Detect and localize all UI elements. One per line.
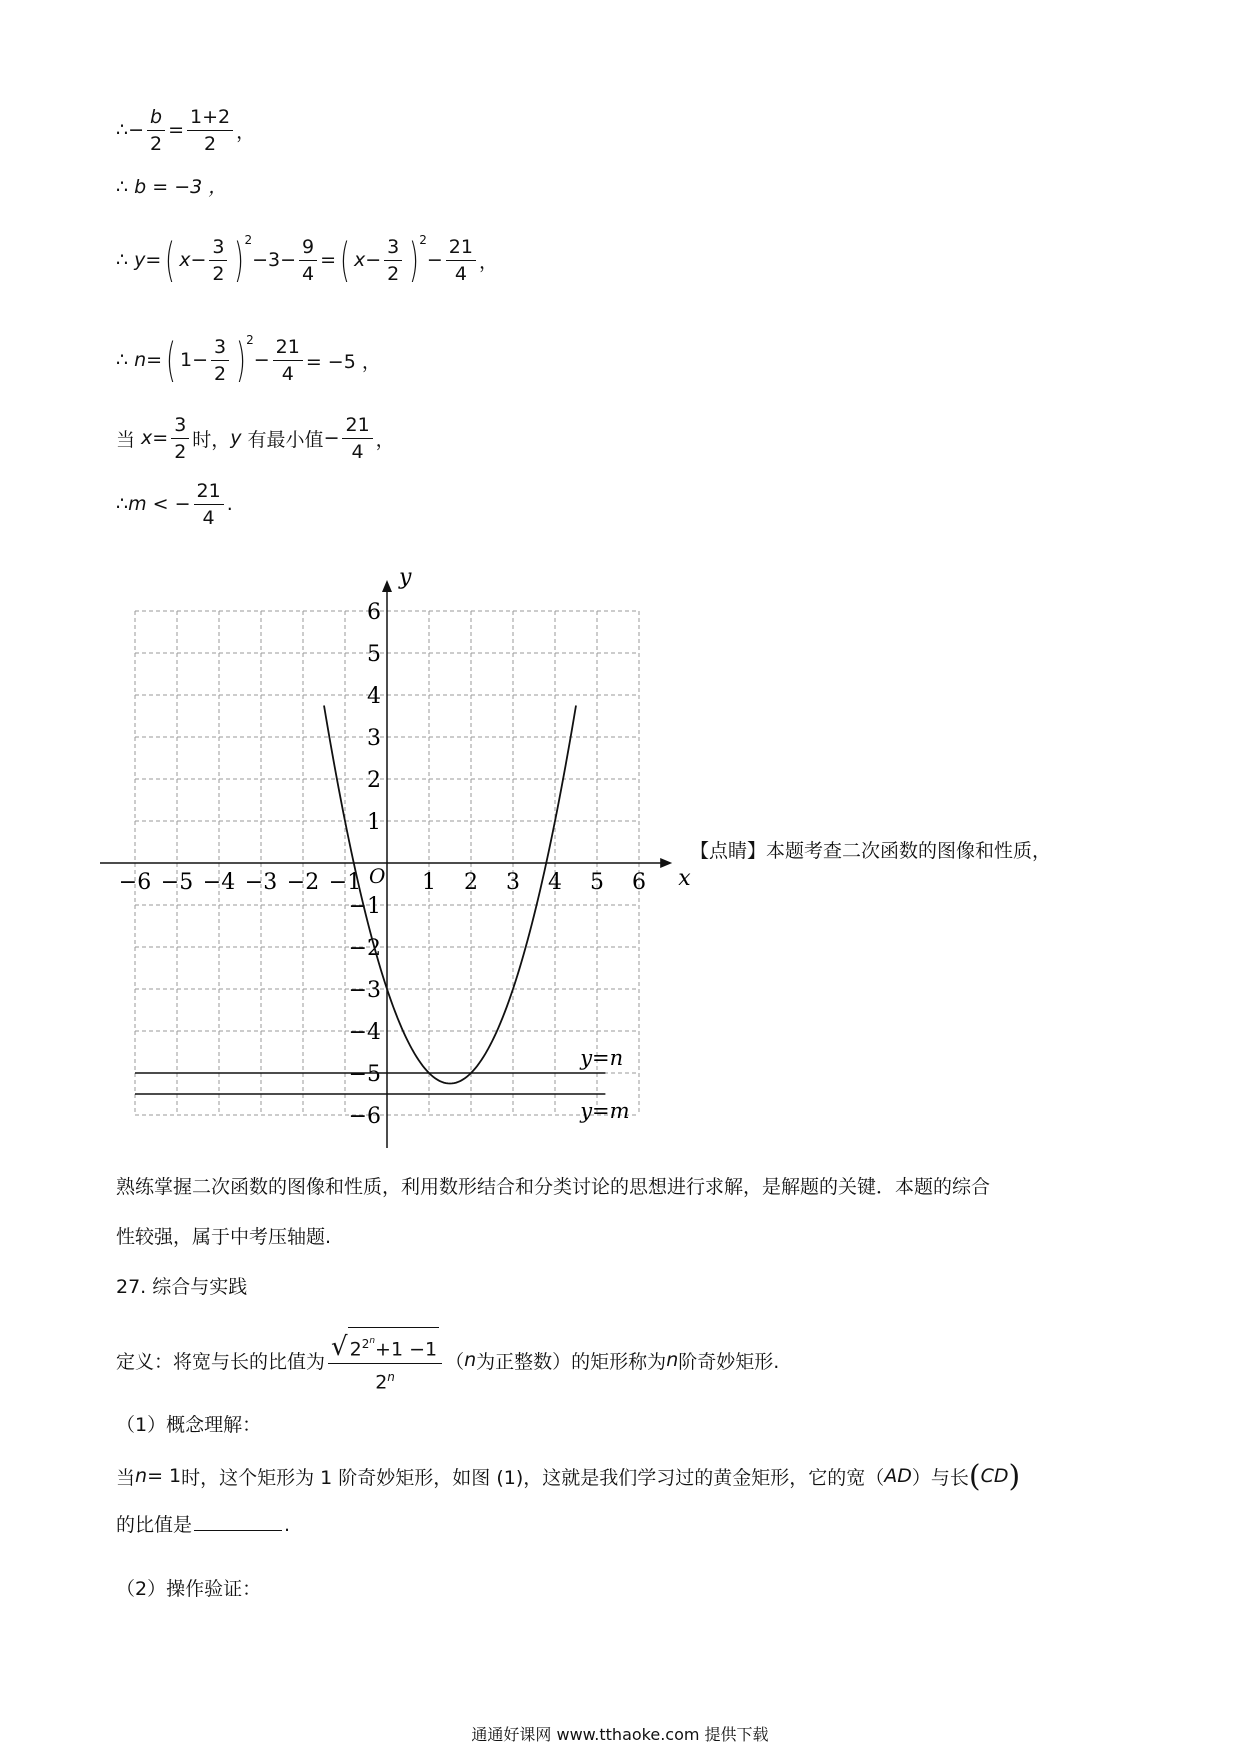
paren-open: （ xyxy=(445,1350,465,1373)
y-tick-label: 4 xyxy=(367,684,381,709)
segment-ad: AD xyxy=(884,1465,912,1487)
line-m-label: y=m xyxy=(580,1099,630,1123)
exponent: 2 xyxy=(246,333,254,347)
x-tick-label: 4 xyxy=(548,870,562,895)
denominator: 4 xyxy=(281,362,294,385)
denominator: 2 xyxy=(204,132,217,155)
x-tick-label: 1 xyxy=(422,870,436,895)
fraction-3-2 xyxy=(209,236,227,285)
equals-sign: = xyxy=(145,249,162,271)
comment-line-3 xyxy=(116,1222,331,1249)
part2-title xyxy=(116,1574,261,1601)
left-paren: ( xyxy=(968,1458,981,1494)
numerator: 3 xyxy=(211,336,229,361)
part1-title xyxy=(116,1410,261,1437)
denominator: 2 xyxy=(174,440,187,463)
y-tick-label: 5 xyxy=(367,642,381,667)
exp-n: n xyxy=(387,1369,395,1384)
fraction-3-2 xyxy=(211,336,229,385)
rest-terms: +1 −1 xyxy=(375,1338,438,1361)
exp-n: n xyxy=(369,1336,376,1347)
y-axis-label: y xyxy=(399,565,412,590)
denominator: 4 xyxy=(202,506,215,529)
denominator: 2 xyxy=(212,262,225,285)
left-paren: ( xyxy=(340,233,350,287)
answer-blank[interactable] xyxy=(194,1512,282,1531)
variable-y: y xyxy=(230,427,242,449)
therefore-symbol: ∴ xyxy=(116,493,129,515)
equals-sign: = xyxy=(152,427,169,449)
text-segment: 的比值是 xyxy=(116,1514,193,1536)
numerator: 21 xyxy=(342,414,372,439)
definition-suffix: 阶奇妙矩形. xyxy=(678,1350,780,1373)
denominator: 4 xyxy=(351,440,364,463)
text-segment: 时，这个矩形为 1 阶奇妙矩形，如图 (1)，这就是我们学习过的黄金矩形，它的宽（ xyxy=(181,1466,885,1489)
comment-first-line xyxy=(690,836,1051,863)
right-paren: ) xyxy=(1008,1458,1021,1494)
derivation-line-3 xyxy=(116,230,498,290)
definition-fraction xyxy=(328,1327,442,1393)
x-tick-label: 2 xyxy=(464,870,478,895)
base-2: 2 xyxy=(375,1370,388,1393)
right-paren: ) xyxy=(236,333,247,387)
x-tick-label: −2 xyxy=(286,870,320,895)
text-segment: 有最小值 xyxy=(247,428,324,451)
when-text: 当 xyxy=(116,428,136,451)
middle-terms: −3− xyxy=(252,249,297,271)
variable-n: n xyxy=(134,349,147,371)
fraction-3-2 xyxy=(171,414,189,463)
numerator: 3 xyxy=(384,236,402,261)
exponent: 2 xyxy=(244,233,253,247)
part1-line xyxy=(116,1446,1020,1506)
numerator: 21 xyxy=(194,480,224,505)
exponent: 2 xyxy=(419,233,427,247)
minus-sign: − xyxy=(323,427,340,449)
sqrt-expression xyxy=(331,1327,439,1360)
left-paren: ( xyxy=(166,333,176,387)
punctuation: ， xyxy=(478,250,498,273)
numerator xyxy=(328,1327,442,1363)
numerator: 21 xyxy=(273,336,303,361)
part1-line-2 xyxy=(116,1510,290,1537)
y-tick-label: 6 xyxy=(367,600,381,625)
numerator: 21 xyxy=(446,236,476,261)
punctuation: . xyxy=(226,493,233,515)
therefore-symbol: ∴ xyxy=(116,249,129,271)
equals-sign: = xyxy=(146,349,163,371)
numerator: 1+2 xyxy=(187,106,233,131)
comment-text: 熟练掌握二次函数的图像和性质，利用数形结合和分类讨论的思想进行求解，是解题的关键．本题的综合 xyxy=(116,1176,991,1198)
x-tick-label: 5 xyxy=(590,870,604,895)
variable-x: x xyxy=(179,249,191,271)
minus-sign: − xyxy=(192,349,209,371)
punctuation: ， xyxy=(375,428,395,451)
x-tick-label: −3 xyxy=(244,870,278,895)
definition-line xyxy=(116,1320,779,1400)
comment-text: 性较强，属于中考压轴题. xyxy=(116,1226,332,1248)
fraction-21-4 xyxy=(273,336,303,385)
variable-x: x xyxy=(141,427,153,449)
comment-label: 【点睛】 xyxy=(690,840,767,862)
equals-sign: = xyxy=(320,249,337,271)
number-one: 1 xyxy=(180,349,193,371)
minus-sign: − xyxy=(128,119,145,141)
x-tick-label: −5 xyxy=(160,870,194,895)
radicand xyxy=(348,1327,440,1360)
minus-sign: − xyxy=(190,249,207,271)
right-paren: ) xyxy=(234,233,245,287)
parabola-graph xyxy=(100,548,700,1148)
less-than: < − xyxy=(152,493,191,515)
x-axis-label: x xyxy=(678,866,691,891)
denominator: 2 xyxy=(387,262,400,285)
segment-cd: CD xyxy=(980,1465,1009,1487)
line-n-label: y=n xyxy=(580,1046,624,1070)
derivation-line-2 xyxy=(116,172,227,199)
text-segment: 时， xyxy=(192,428,231,451)
y-tick-label: −6 xyxy=(348,1104,381,1129)
x-tick-label: −6 xyxy=(118,870,152,895)
numerator: 3 xyxy=(171,414,189,439)
right-paren: ) xyxy=(409,233,420,287)
x-tick-label: −1 xyxy=(328,870,362,895)
text-segment: 当 xyxy=(116,1466,136,1489)
comment-line-2 xyxy=(116,1172,990,1199)
denominator: 4 xyxy=(454,262,467,285)
y-tick-label: −4 xyxy=(348,1020,381,1045)
derivation-line-1 xyxy=(116,100,255,160)
punctuation: ， xyxy=(236,120,256,143)
comment-text: 本题考查二次函数的图像和性质， xyxy=(766,840,1052,862)
therefore-symbol: ∴ xyxy=(116,119,129,141)
derivation-line-6 xyxy=(116,474,233,534)
y-tick-label: 1 xyxy=(367,810,381,835)
therefore-symbol: ∴ xyxy=(116,176,129,198)
x-axis-arrow xyxy=(660,858,672,868)
x-tick-label: −4 xyxy=(202,870,236,895)
fraction-3-2 xyxy=(384,236,402,285)
problem-title: 27. 综合与实践 xyxy=(116,1276,248,1298)
variable-n: n xyxy=(666,1349,679,1371)
punctuation: . xyxy=(284,1514,291,1536)
fraction-b-over-2 xyxy=(147,106,165,155)
y-tick-label: −3 xyxy=(348,978,381,1003)
radical-sign: √ xyxy=(331,1331,348,1362)
base-2: 2 xyxy=(349,1338,362,1361)
minus-sign: − xyxy=(253,349,270,371)
derivation-line-4 xyxy=(116,330,381,390)
variable-y: y xyxy=(134,249,146,271)
variable-n: n xyxy=(135,1465,148,1487)
fraction-21-4 xyxy=(194,480,224,529)
minus-sign: − xyxy=(426,249,443,271)
numerator: 3 xyxy=(209,236,227,261)
problem-27-title xyxy=(116,1272,247,1299)
part-title: （2）操作验证： xyxy=(116,1578,262,1600)
exp-2: 2 xyxy=(361,1337,370,1352)
variable-x: x xyxy=(353,249,366,271)
footer-text: 通通好课网 www.tthaoke.com 提供下载 xyxy=(471,1725,769,1744)
y-tick-label: −1 xyxy=(348,894,381,919)
definition-prefix: 定义：将宽与长的比值为 xyxy=(116,1350,326,1373)
fraction-21-4 xyxy=(446,236,476,285)
denominator: 2 xyxy=(150,132,163,155)
equals-sign: = xyxy=(168,119,185,141)
equals-one: = 1 xyxy=(147,1465,182,1487)
part-title: （1）概念理解： xyxy=(116,1414,262,1436)
therefore-symbol: ∴ xyxy=(116,349,129,371)
y-tick-label: −2 xyxy=(348,936,381,961)
y-axis-arrow xyxy=(382,580,392,592)
origin-label: O xyxy=(369,864,386,888)
numerator: b xyxy=(147,106,165,131)
variable-n: n xyxy=(464,1349,477,1371)
left-paren: ( xyxy=(165,233,176,287)
numerator: 9 xyxy=(299,236,317,261)
definition-text: 为正整数）的矩形称为 xyxy=(476,1350,667,1373)
footer xyxy=(0,1722,1240,1745)
fraction-21-4 xyxy=(342,414,372,463)
denominator: 2 xyxy=(214,362,227,385)
x-tick-label: 6 xyxy=(632,870,646,895)
y-tick-label: 2 xyxy=(367,768,381,793)
derivation-line-5 xyxy=(116,408,395,468)
y-tick-label: −5 xyxy=(348,1062,381,1087)
fraction-9-4 xyxy=(299,236,317,285)
result-text: = −5 ， xyxy=(305,350,381,373)
minus-sign: − xyxy=(365,249,382,271)
y-tick-label: 3 xyxy=(367,726,381,751)
denominator: 4 xyxy=(302,262,315,285)
x-tick-label: 3 xyxy=(506,870,520,895)
text-segment: ）与长 xyxy=(911,1466,969,1489)
denominator xyxy=(372,1364,398,1393)
equation-text: b = −3 ， xyxy=(134,176,228,198)
fraction-sum-over-2 xyxy=(187,106,233,155)
variable-m: m xyxy=(128,493,147,515)
